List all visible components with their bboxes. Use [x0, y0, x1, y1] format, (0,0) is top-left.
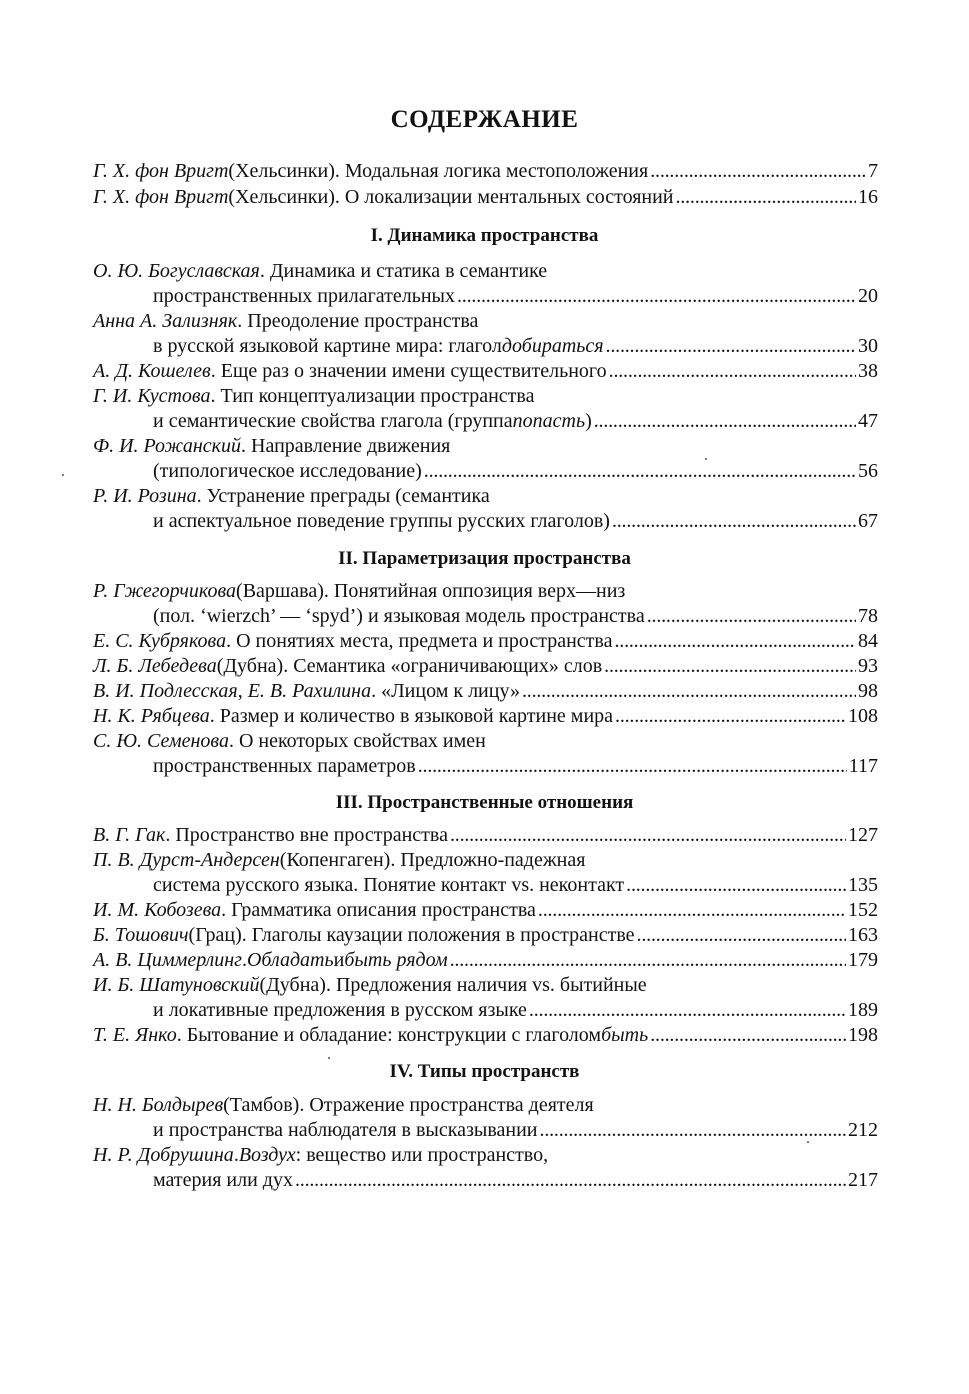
entry-page: 38	[858, 360, 878, 382]
entry-title: : вещество или пространство,	[295, 1144, 549, 1166]
entry-author: Г. Х. фон Вригт	[93, 160, 229, 182]
toc-entry[interactable]	[93, 158, 878, 184]
entry-page: 98	[858, 680, 878, 702]
toc-entry[interactable]	[93, 972, 878, 998]
entry-title: . Пространство вне пространства	[165, 824, 448, 846]
toc-entry[interactable]	[93, 847, 878, 873]
entry-title: . Динамика и статика в семантике	[259, 260, 548, 282]
toc-entry-continuation[interactable]	[153, 872, 878, 898]
section-heading: III. Пространственные отношения	[335, 792, 634, 813]
entry-page: 127	[848, 824, 878, 846]
entry-title: и	[333, 949, 345, 971]
entry-author: С. Ю. Семенова	[93, 730, 229, 752]
entry-page: 198	[848, 1024, 878, 1046]
entry-title: (Варшава). Понятийная оппозиция верх—низ	[236, 580, 626, 602]
entry-title-continued: материя или дух	[153, 1169, 293, 1191]
entry-title: (Грац). Глаголы каузации положения в пространстве	[188, 924, 635, 946]
toc-entry[interactable]	[93, 308, 878, 334]
section-heading: I. Динамика пространства	[370, 225, 599, 246]
entry-title-continued: (пол. ‘wierzch’ — ‘spyd’) и языковая модель пространства	[153, 605, 645, 627]
entry-author: А. Д. Кошелев	[93, 360, 211, 382]
dot-leader	[604, 653, 856, 679]
entry-page: 189	[848, 999, 878, 1021]
dot-leader	[650, 1022, 846, 1048]
entry-title-continued: в русской языковой картине мира: глагол	[153, 335, 502, 357]
section-heading: II. Параметризация пространства	[338, 548, 631, 569]
entry-page: 135	[848, 874, 878, 896]
toc-entry[interactable]	[93, 922, 878, 948]
dot-leader	[637, 922, 846, 948]
entry-author: Е. С. Кубрякова	[93, 630, 227, 652]
toc-entry-continuation[interactable]	[153, 1167, 878, 1193]
entry-title-continued: система русского языка. Понятие контакт vs. неконтакт	[153, 874, 625, 896]
entry-title-continued: и пространства наблюдателя в высказывании	[153, 1119, 538, 1141]
entry-title: . Грамматика описания пространства	[221, 899, 536, 921]
toc-entry[interactable]	[93, 897, 878, 923]
entry-title: (Дубна). Предложения наличия vs. бытийные	[259, 974, 647, 996]
entry-page: 7	[868, 160, 878, 182]
entry-title: . Бытование и обладание: конструкции с глаголом	[176, 1024, 602, 1046]
dot-leader	[424, 458, 856, 484]
entry-title-continued: и семантические свойства глагола (группа	[153, 410, 513, 432]
entry-title: . «Лицом к лицу»	[371, 680, 520, 702]
entry-title-continued: и локативные предложения в русском языке	[153, 999, 527, 1021]
entry-page: 217	[848, 1169, 878, 1191]
entry-author: Б. Тошович	[93, 924, 189, 946]
entry-title: (Хельсинки). Модальная логика местоположения	[228, 160, 649, 182]
toc-entry[interactable]	[93, 678, 878, 704]
entry-page: 117	[848, 755, 878, 777]
toc-entry[interactable]	[93, 383, 878, 409]
entry-author: Анна А. Зализняк	[93, 310, 238, 332]
entry-title-continued: пространственных прилагательных	[153, 285, 455, 307]
scan-speck	[62, 474, 64, 476]
toc-entry[interactable]	[93, 1092, 878, 1118]
entry-page: 108	[848, 705, 878, 727]
entry-page: 152	[848, 899, 878, 921]
entry-title: . Направление движения	[241, 435, 451, 457]
toc-entry[interactable]	[93, 947, 878, 973]
toc-entry[interactable]	[93, 483, 878, 509]
entry-author: П. В. Дурст-Андерсен	[93, 849, 280, 871]
entry-page: 16	[858, 186, 878, 208]
entry-page: 20	[858, 285, 878, 307]
entry-title-continued: и аспектуальное поведение группы русских глаголов)	[153, 510, 610, 532]
section-heading: IV. Типы пространств	[389, 1061, 580, 1082]
toc-entry-continuation[interactable]	[153, 1117, 878, 1143]
dot-leader	[295, 1167, 846, 1193]
entry-author: Р. Гжегорчикова	[93, 580, 237, 602]
entry-title: (Тамбов). Отражение пространства деятеля	[223, 1094, 594, 1116]
entry-page: 179	[848, 949, 878, 971]
entry-title: .	[233, 1144, 239, 1166]
entry-title-italic: быть	[601, 1024, 649, 1046]
dot-leader	[457, 283, 856, 309]
dot-leader	[450, 822, 846, 848]
entry-page: 84	[858, 630, 878, 652]
toc-entry-continuation[interactable]	[153, 408, 878, 434]
entry-author: Ф. И. Рожанский	[93, 435, 242, 457]
toc-entry-continuation[interactable]	[153, 508, 878, 534]
entry-author: Г. Х. фон Вригт	[93, 186, 229, 208]
dot-leader	[594, 408, 856, 434]
entry-author: Т. Е. Янко	[93, 1024, 177, 1046]
entry-title: .	[241, 949, 247, 971]
dot-leader	[650, 158, 866, 184]
toc-entry[interactable]	[93, 703, 878, 729]
toc-entry[interactable]	[93, 653, 878, 679]
toc-entry[interactable]	[93, 822, 878, 848]
entry-page: 30	[858, 335, 878, 357]
entry-title: . Еще раз о значении имени существительного	[210, 360, 607, 382]
entry-page: 212	[848, 1119, 878, 1141]
toc-entry[interactable]	[93, 578, 878, 604]
dot-leader	[615, 703, 846, 729]
toc-entry[interactable]	[93, 728, 878, 754]
entry-title-italic: Обладать	[246, 949, 334, 971]
entry-title-italic: попасть	[512, 410, 586, 432]
page-title: СОДЕРЖАНИЕ	[390, 106, 579, 133]
toc-entry[interactable]	[93, 1142, 878, 1168]
toc-entry-continuation[interactable]	[153, 997, 878, 1023]
dot-leader	[609, 358, 856, 384]
entry-author: О. Ю. Богуславская	[93, 260, 260, 282]
entry-page: 56	[858, 460, 878, 482]
dot-leader	[626, 872, 846, 898]
toc-entry[interactable]	[93, 358, 878, 384]
entry-title-italic: быть рядом	[344, 949, 448, 971]
toc-entry[interactable]	[93, 1022, 878, 1048]
entry-author: Л. Б. Лебедева	[93, 655, 217, 677]
dot-leader	[614, 628, 856, 654]
entry-title-continued: пространственных параметров	[153, 755, 416, 777]
entry-author: Н. К. Рябцева	[93, 705, 210, 727]
entry-author: Г. И. Кустова	[93, 385, 211, 407]
toc-entry-continuation[interactable]	[153, 603, 878, 629]
dot-leader	[522, 678, 856, 704]
toc-entry-continuation[interactable]	[153, 333, 878, 359]
entry-title: . Преодоление пространства	[237, 310, 479, 332]
dot-leader	[612, 508, 856, 534]
toc-entry[interactable]	[93, 433, 878, 459]
entry-title: (Копенгаген). Предложно-падежная	[279, 849, 586, 871]
toc-entry[interactable]	[93, 628, 878, 654]
entry-page: 47	[858, 410, 878, 432]
dot-leader	[647, 603, 856, 629]
entry-title-continued: )	[585, 410, 592, 432]
scan-speck	[705, 458, 707, 460]
dot-leader	[538, 897, 846, 923]
entry-author: В. И. Подлесская, Е. В. Рахилина	[93, 680, 372, 702]
toc-entry-continuation[interactable]	[153, 753, 878, 779]
dot-leader	[529, 997, 846, 1023]
entry-author: А. В. Циммерлинг	[93, 949, 242, 971]
toc-entry-continuation[interactable]	[153, 283, 878, 309]
toc-entry-continuation[interactable]	[153, 458, 878, 484]
entry-author: И. М. Кобозева	[93, 899, 222, 921]
entry-title-italic: добираться	[501, 335, 604, 357]
toc-entry[interactable]	[93, 258, 878, 284]
entry-title: . О понятиях места, предмета и пространства	[226, 630, 613, 652]
entry-title: . Тип концептуализации пространства	[210, 385, 535, 407]
entry-author: И. Б. Шатуновский	[93, 974, 260, 996]
toc-entry[interactable]	[93, 184, 878, 210]
dot-leader	[606, 333, 856, 359]
entry-page: 93	[858, 655, 878, 677]
entry-title: (Хельсинки). О локализации ментальных состояний	[228, 186, 674, 208]
entry-author: Р. И. Розина	[93, 485, 197, 507]
entry-title: . Размер и количество в языковой картине мира	[209, 705, 614, 727]
entry-author: В. Г. Гак	[93, 824, 166, 846]
dot-leader	[540, 1117, 846, 1143]
dot-leader	[676, 184, 857, 210]
scan-speck	[807, 1141, 809, 1143]
scan-speck	[328, 1057, 330, 1059]
entry-title-continued: (типологическое исследование)	[153, 460, 422, 482]
entry-page: 163	[848, 924, 878, 946]
entry-title: . О некоторых свойствах имен	[228, 730, 486, 752]
entry-title: (Дубна). Семантика «ограничивающих» слов	[216, 655, 603, 677]
entry-page: 67	[858, 510, 878, 532]
entry-author: Н. Р. Добрушина	[93, 1144, 234, 1166]
entry-author: Н. Н. Болдырев	[93, 1094, 224, 1116]
dot-leader	[418, 753, 847, 779]
entry-title-italic: Воздух	[238, 1144, 296, 1166]
entry-title: . Устранение преграды (семантика	[196, 485, 490, 507]
dot-leader	[450, 947, 846, 973]
entry-page: 78	[858, 605, 878, 627]
